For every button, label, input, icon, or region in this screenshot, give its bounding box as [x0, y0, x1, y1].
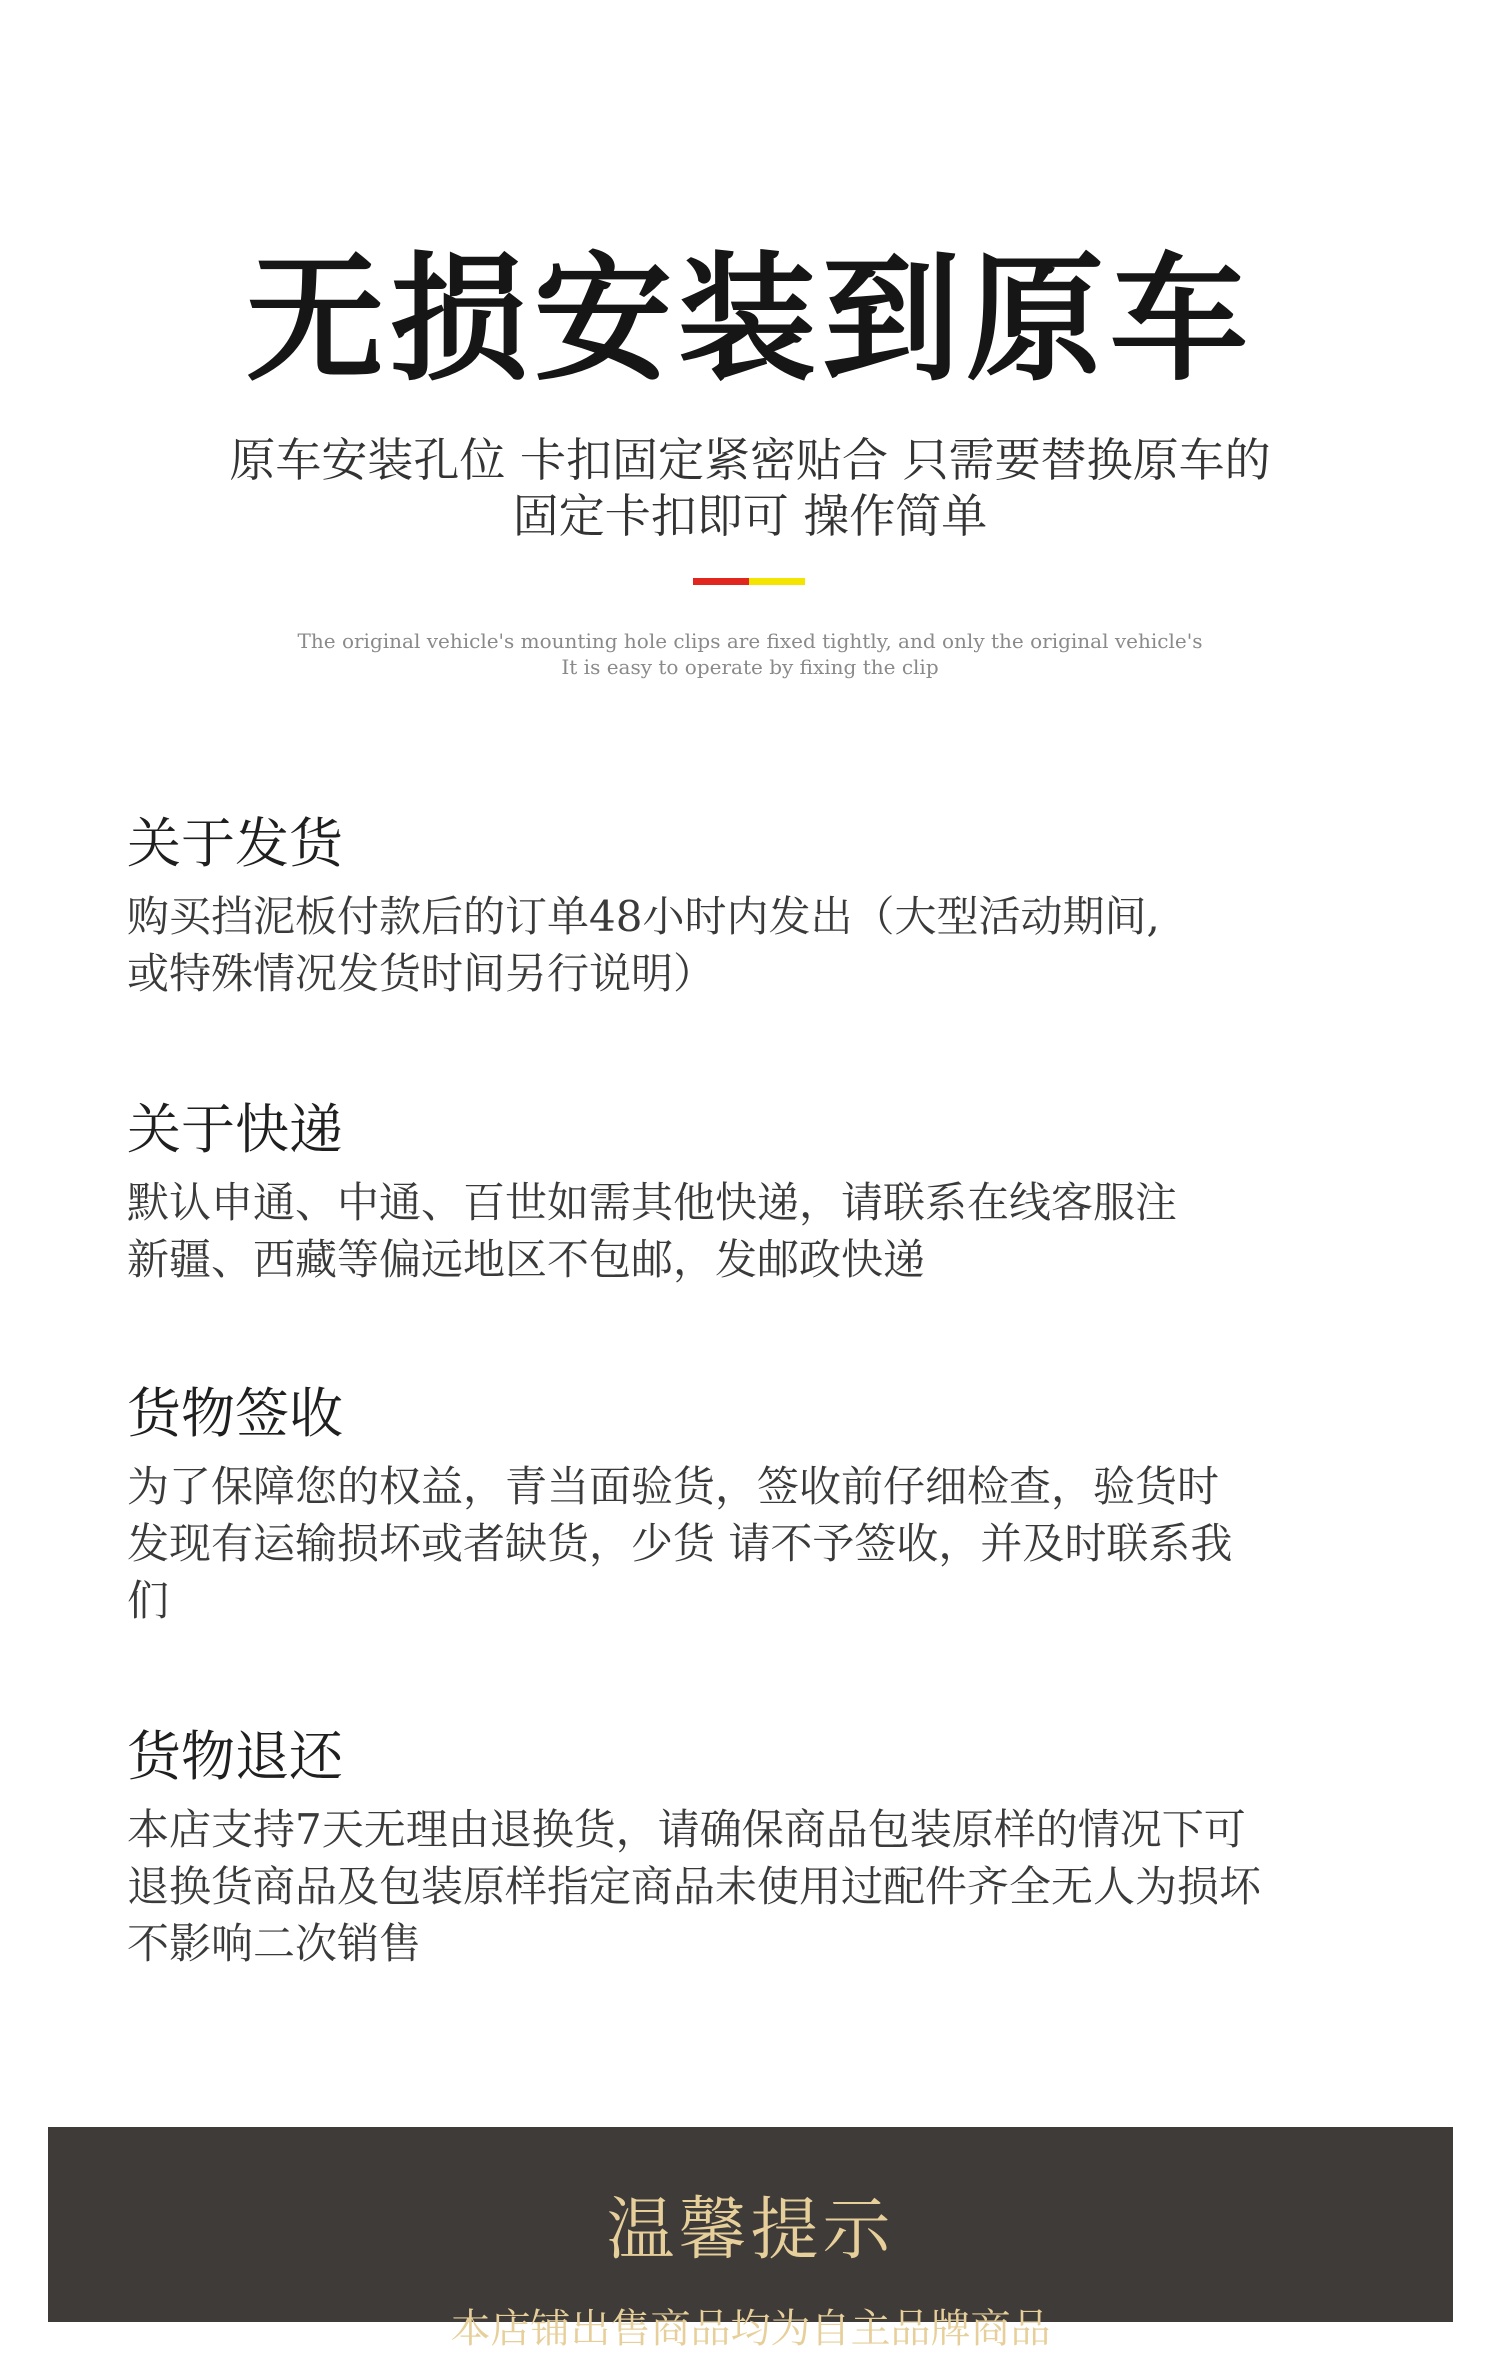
section-line: 发现有运输损坏或者缺货，少货 请不予签收，并及时联系我 [127, 1519, 1233, 1568]
section-heading: 关于发货 [127, 812, 343, 875]
section-body [127, 1458, 1377, 1629]
warm-tips-banner [48, 2127, 1453, 2352]
subtitle-line: 固定卡扣即可 操作简单 [512, 489, 988, 543]
english-caption [200, 628, 1300, 680]
section-heading: 货物签收 [127, 1382, 343, 1445]
page-title: 无损安装到原车 [245, 239, 1254, 400]
receipt-section [127, 1382, 1377, 1629]
section-body [127, 1801, 1377, 1972]
banner-title: 温馨提示 [606, 2191, 895, 2270]
shipping-section [127, 812, 1377, 1002]
section-heading: 货物退还 [127, 1725, 343, 1788]
banner-text: 本店铺出售商品均为自主品牌商品 [450, 2306, 1051, 2352]
section-line: 购买挡泥板付款后的订单48小时内发出（大型活动期间, [127, 892, 1160, 941]
accent-yellow-segment [749, 578, 805, 585]
returns-section [127, 1725, 1377, 1972]
subtitle [150, 432, 1350, 544]
accent-red-segment [693, 578, 749, 585]
courier-section [127, 1098, 1377, 1288]
subtitle-line: 原车安装孔位 卡扣固定紧密贴合 只需要替换原车的 [229, 433, 1271, 487]
section-body [127, 1174, 1377, 1288]
section-line: 们 [127, 1576, 170, 1625]
section-body [127, 888, 1377, 1002]
section-line: 不影响二次销售 [127, 1919, 422, 1968]
accent-divider [693, 578, 805, 585]
section-heading: 关于快递 [127, 1098, 343, 1161]
section-line: 本店支持7天无理由退换货，请确保商品包装原样的情况下可 [127, 1805, 1246, 1854]
english-caption-line: The original vehicle's mounting hole clips are fixed tightly, and only the original vehicle's [297, 629, 1203, 653]
english-caption-line: It is easy to operate by fixing the clip [561, 655, 939, 679]
section-line: 新疆、西藏等偏远地区不包邮，发邮政快递 [127, 1235, 926, 1284]
section-line: 或特殊情况发货时间另行说明） [127, 949, 716, 998]
section-line: 退换货商品及包装原样指定商品未使用过配件齐全无人为损坏 [127, 1862, 1262, 1911]
section-line: 为了保障您的权益，青当面验货，签收前仔细检查，验货时 [127, 1462, 1220, 1511]
section-line: 默认申通、中通、百世如需其他快递，请联系在线客服注 [127, 1178, 1178, 1227]
